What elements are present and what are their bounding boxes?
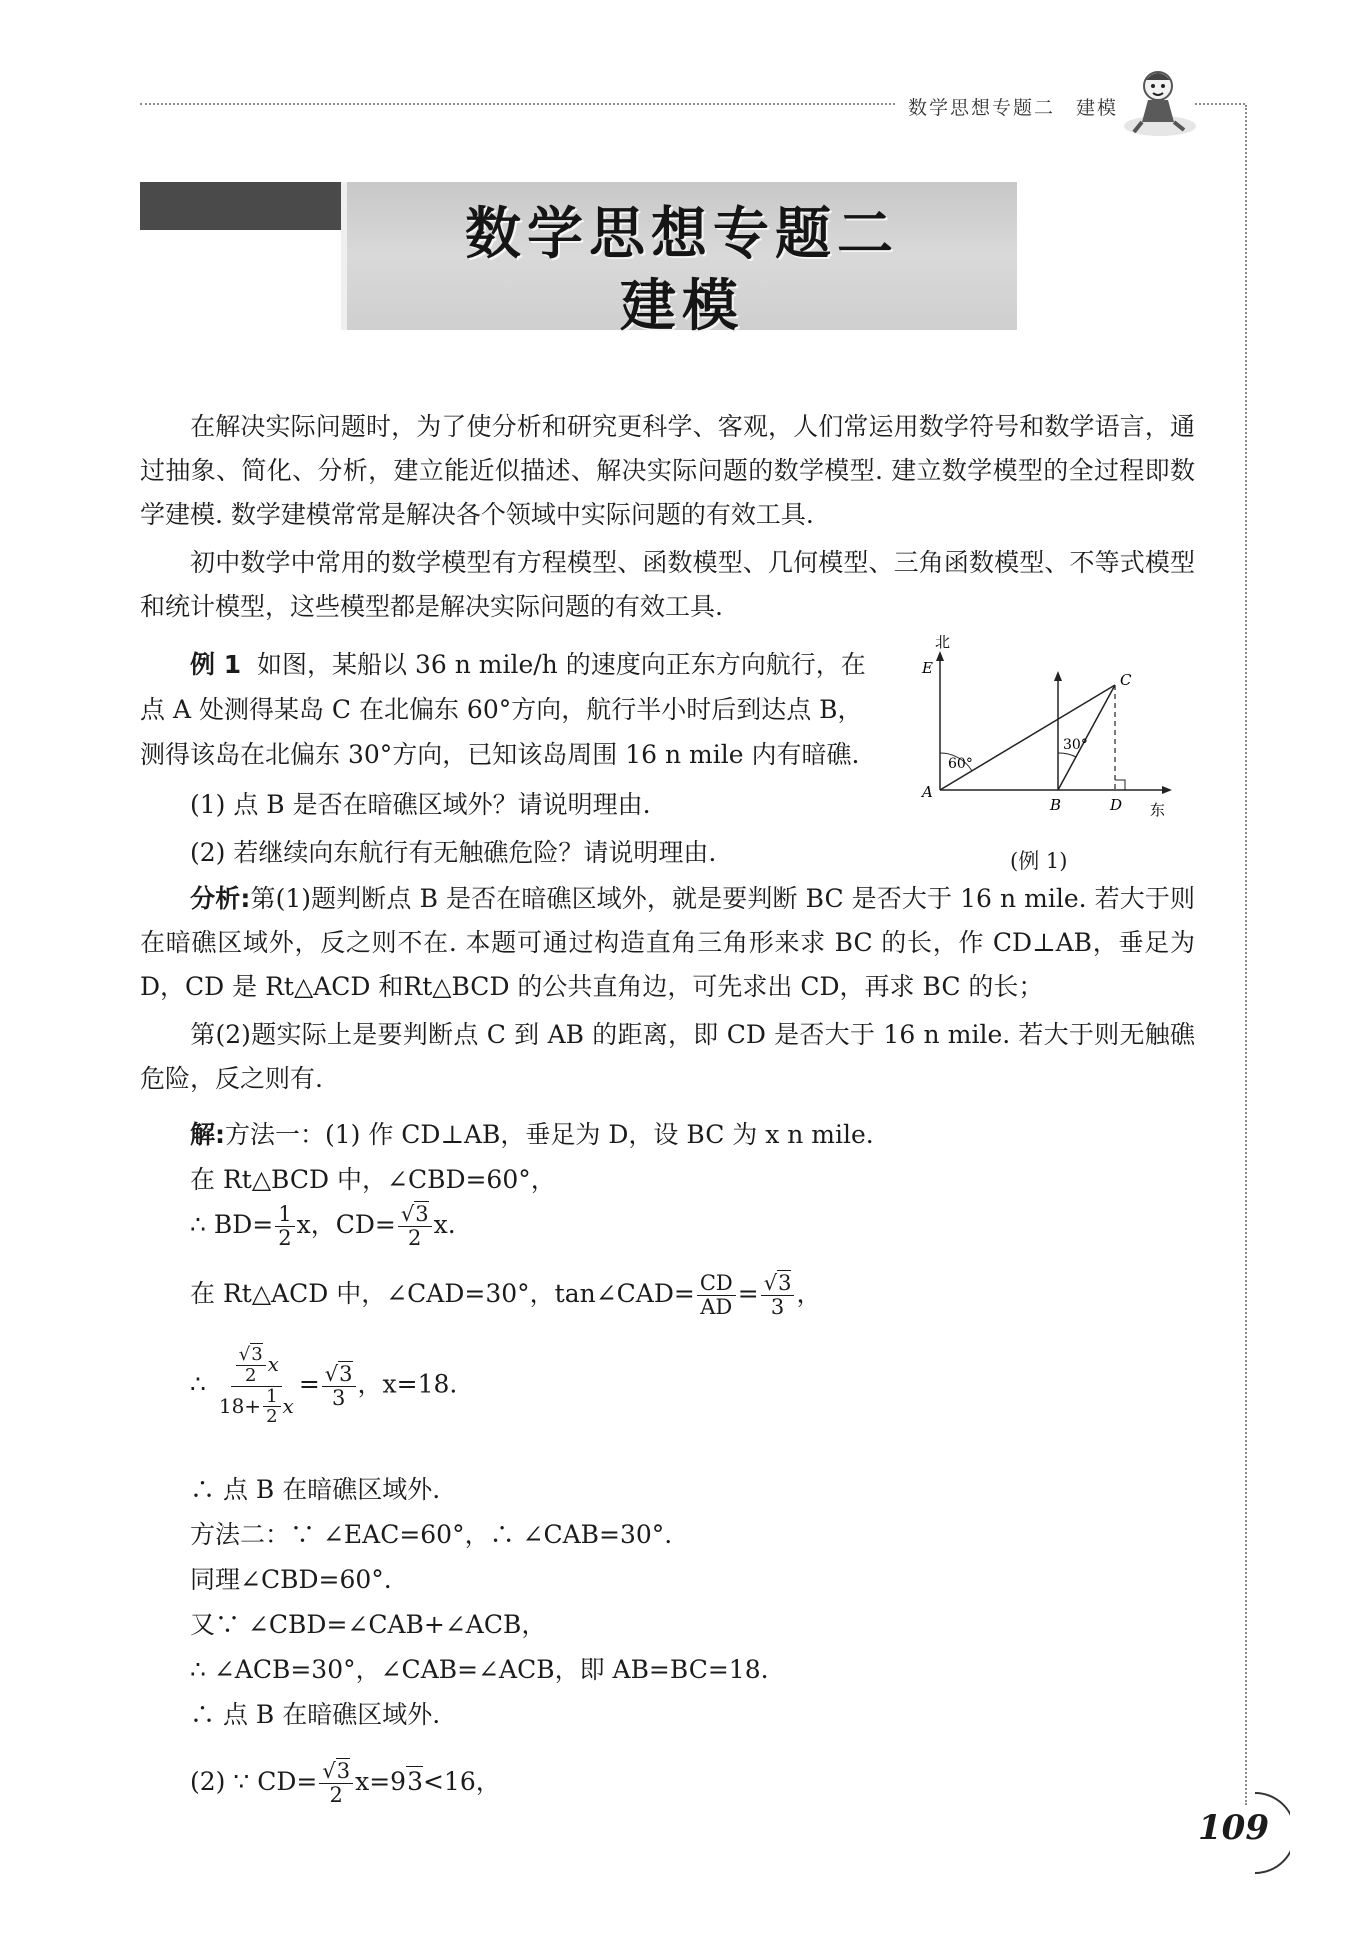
header-dotted-rule-right — [1195, 103, 1245, 105]
analysis-label: 分析: — [190, 884, 251, 913]
solution-line-7: 方法二：∵ ∠EAC=60°，∴ ∠CAB=30°. — [190, 1520, 673, 1549]
intro-paragraph-1: 在解决实际问题时，为了使分析和研究更科学、客观，人们常运用数学符号和数学语言，通过抽象、简化、分析，建立能近似描述、解决实际问题的数学模型. 建立数学模型的全过程即数学建模. 数学建模常常是解决各个领域中实际问题的有效工具. — [140, 412, 1195, 529]
analysis-paragraph-1: 分析:第(1)题判断点 B 是否在暗礁区域外，就是要判断 BC 是否大于 16 n mile. 若大于则在暗礁区域外，反之则不在. 本题可通过构造直角三角形来求 BC 的长，作 CD⊥AB，垂足为 D，CD 是 Rt△ACD 和Rt△BCD 的公共直角边，可先求出 CD，再求 BC 的长； — [140, 884, 1196, 1001]
solution-line-10: ∴ ∠ACB=30°，∠CAB=∠ACB，即 AB=BC=18. — [190, 1655, 769, 1684]
analysis-paragraph-2: 第(2)题实际上是要判断点 C 到 AB 的距离，即 CD 是否大于 16 n mile. 若大于则无触礁危险，反之则有. — [140, 1020, 1195, 1093]
figure-angle-b: 30° — [1063, 737, 1088, 753]
margin-dotted-rule — [1245, 105, 1247, 1805]
example-label: 例 1 — [190, 650, 242, 679]
solution-line-11: ∴ 点 B 在暗礁区域外. — [190, 1700, 441, 1729]
example-line-1: 例 1 如图，某船以 36 n mile/h 的速度向正东方向航行，在 — [190, 650, 866, 679]
chapter-subtitle: 建模 — [620, 274, 744, 339]
intro-paragraph-2: 初中数学中常用的数学模型有方程模型、函数模型、几何模型、三角函数模型、不等式模型和统计模型，这些模型都是解决实际问题的有效工具. — [140, 548, 1195, 621]
solution-line-4: 在 Rt△ACD 中，∠CAD=30°，tan∠CAD= $\frac{CD}{AD}$ = $\frac{√3}{3}$ ， — [190, 1271, 822, 1320]
example-question-1: (1) 点 B 是否在暗礁区域外？请说明理由. — [190, 790, 651, 819]
figure-point-a: A — [922, 783, 933, 801]
figure-angle-a: 60° — [948, 756, 973, 772]
figure-point-d: D — [1110, 796, 1123, 814]
solution-line-2: 在 Rt△BCD 中，∠CBD=60°， — [190, 1165, 556, 1194]
solution-line-1: 解:方法一：(1) 作 CD⊥AB，垂足为 D，设 BC 为 x n mile. — [190, 1120, 874, 1149]
solution-line-5: ∴ $\frac{√3}{2}$ x 18+ $\frac{1}{2}$ x = $\frac{√3}{3}$ ，x=18. — [190, 1344, 458, 1428]
solution-line-12: (2) ∵ CD= $\frac{√3}{2}$ x=93<16， — [190, 1759, 501, 1808]
figure-point-b: B — [1050, 796, 1062, 814]
header-dotted-rule — [140, 103, 895, 105]
figure-point-e: E — [922, 659, 933, 677]
solution-line-9: 又∵ ∠CBD=∠CAB+∠ACB， — [190, 1610, 547, 1639]
figure-point-c: C — [1120, 671, 1132, 689]
running-header: 数学思想专题二 建模 — [908, 97, 1119, 119]
solution-line-6: ∴ 点 B 在暗礁区域外. — [190, 1475, 441, 1504]
solution-line-3: ∴ BD= $\frac{1}{2}$ x，CD= $\frac{√3}{2}$ x. — [190, 1202, 456, 1251]
example-question-2: (2) 若继续向东航行有无触礁危险？请说明理由. — [190, 838, 717, 867]
example-figure — [910, 635, 1180, 835]
mascot-icon — [1120, 64, 1200, 144]
example-line-2: 点 A 处测得某岛 C 在北偏东 60°方向，航行半小时后到达点 B， — [140, 695, 863, 724]
figure-east-label: 东 — [1150, 801, 1166, 819]
solution-line-8: 同理∠CBD=60°. — [190, 1565, 392, 1594]
figure-north-label: 北 — [935, 635, 951, 651]
chapter-title: 数学思想专题二 — [465, 202, 899, 267]
figure-caption: (例 1) — [1010, 849, 1068, 873]
example-line-3: 测得该岛在北偏东 30°方向，已知该岛周围 16 n mile 内有暗礁. — [140, 740, 860, 769]
solution-label: 解: — [190, 1120, 225, 1149]
page-number: 109 — [1198, 1808, 1269, 1848]
